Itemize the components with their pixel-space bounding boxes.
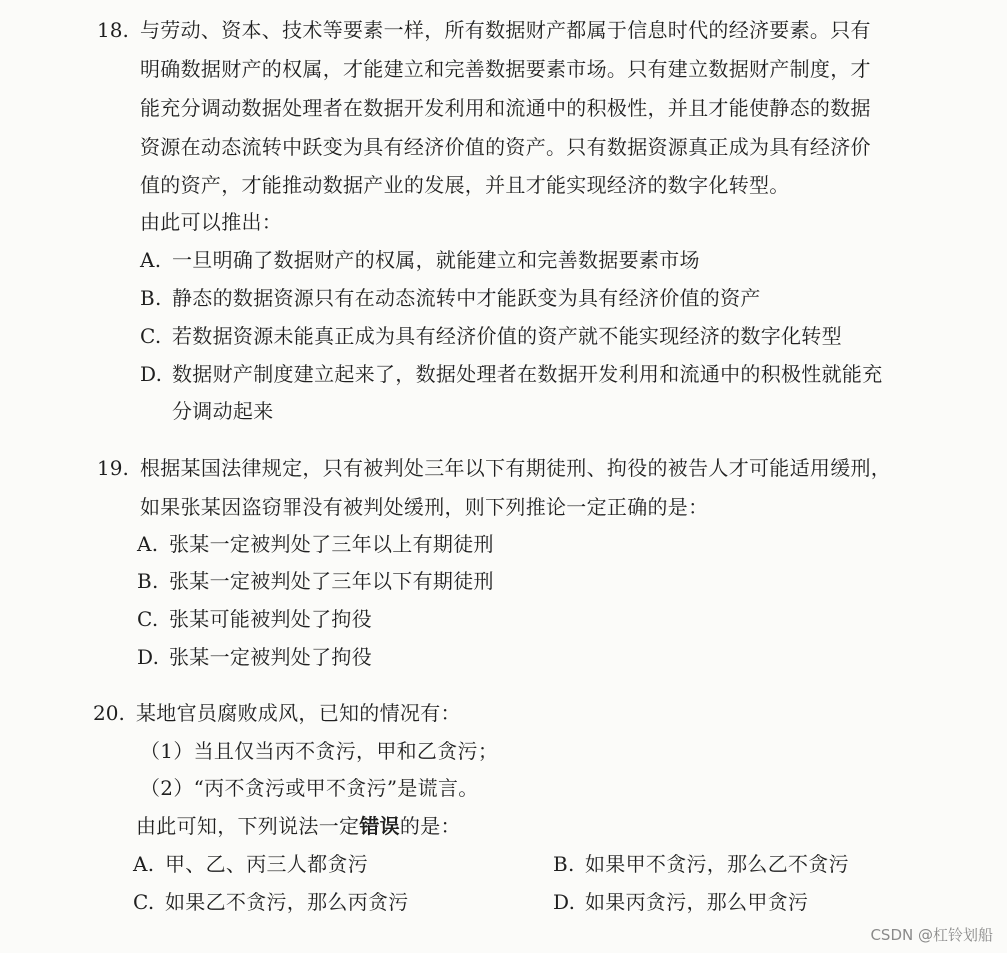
option-text: 张某一定被判处了三年以上有期徒刑 bbox=[169, 532, 494, 556]
option-text: 张某一定被判处了三年以下有期徒刑 bbox=[169, 569, 494, 593]
option-letter: C. bbox=[133, 890, 155, 914]
q20-option-d bbox=[553, 889, 808, 915]
option-letter: A. bbox=[133, 852, 155, 876]
option-letter: B. bbox=[137, 569, 159, 593]
option-letter: C. bbox=[140, 324, 162, 348]
q18-number: 18. bbox=[97, 18, 129, 42]
q19-option-a bbox=[137, 531, 494, 557]
option-text: 静态的数据资源只有在动态流转中才能跃变为具有经济价值的资产 bbox=[172, 286, 761, 310]
option-letter: D. bbox=[140, 362, 163, 386]
q20-prompt-emphasis: 错误 bbox=[359, 814, 400, 838]
q19-option-c bbox=[137, 606, 372, 632]
option-text: 张某一定被判处了拘役 bbox=[169, 645, 372, 669]
option-letter: C. bbox=[137, 607, 159, 631]
q18-option-a bbox=[140, 247, 700, 273]
option-letter: A. bbox=[137, 532, 159, 556]
option-letter: B. bbox=[553, 852, 575, 876]
q18-option-d bbox=[140, 361, 883, 387]
q18-option-b bbox=[140, 285, 761, 311]
q18-stem-line: 与劳动、资本、技术等要素一样，所有数据财产都属于信息时代的经济要素。只有 bbox=[140, 18, 871, 42]
option-text: 如果丙贪污，那么甲贪污 bbox=[585, 890, 809, 914]
q20-prompt-post: 的是： bbox=[399, 814, 461, 838]
q20-option-b bbox=[553, 851, 849, 877]
q19-stem-line: 如果张某因盗窃罪没有被判处缓刑，则下列推论一定正确的是： bbox=[140, 495, 709, 519]
option-letter: B. bbox=[140, 286, 162, 310]
option-text: 若数据资源未能真正成为具有经济价值的资产就不能实现经济的数字化转型 bbox=[172, 324, 842, 348]
q20-condition-1: （1）当且仅当丙不贪污，甲和乙贪污； bbox=[140, 739, 499, 763]
option-letter: D. bbox=[553, 890, 576, 914]
q20-condition-2: （2）“丙不贪污或甲不贪污”是谎言。 bbox=[140, 776, 479, 800]
option-text: 甲、乙、丙三人都贪污 bbox=[165, 852, 368, 876]
option-text: 一旦明确了数据财产的权属，就能建立和完善数据要素市场 bbox=[172, 248, 700, 272]
option-text: 张某可能被判处了拘役 bbox=[169, 607, 372, 631]
q20-number: 20. bbox=[93, 701, 125, 725]
q18-prompt: 由此可以推出： bbox=[140, 210, 283, 234]
option-letter: D. bbox=[137, 645, 160, 669]
q20-option-c bbox=[133, 889, 409, 915]
option-text: 如果甲不贪污，那么乙不贪污 bbox=[585, 852, 849, 876]
q18-stem-line: 能充分调动数据处理者在数据开发利用和流通中的积极性，并且才能使静态的数据 bbox=[140, 96, 871, 120]
q19-number: 19. bbox=[97, 456, 129, 480]
q18-option-d-continuation: 分调动起来 bbox=[172, 399, 274, 423]
option-letter: A. bbox=[140, 248, 162, 272]
q20-stem: 某地官员腐败成风，已知的情况有： bbox=[136, 701, 461, 725]
option-text: 数据财产制度建立起来了，数据处理者在数据开发利用和流通中的积极性就能充 bbox=[172, 362, 883, 386]
q19-option-d bbox=[137, 644, 372, 670]
q19-stem-line: 根据某国法律规定，只有被判处三年以下有期徒刑、拘役的被告人才可能适用缓刑， bbox=[140, 456, 892, 480]
q18-option-c bbox=[140, 323, 842, 349]
q18-stem-line: 资源在动态流转中跃变为具有经济价值的资产。只有数据资源真正成为具有经济价 bbox=[140, 135, 871, 159]
q20-prompt bbox=[136, 813, 461, 839]
option-text: 如果乙不贪污，那么丙贪污 bbox=[165, 890, 409, 914]
source-watermark: CSDN @杠铃划船 bbox=[870, 926, 993, 944]
q18-stem-line: 值的资产，才能推动数据产业的发展，并且才能实现经济的数字化转型。 bbox=[140, 173, 790, 197]
q18-stem-line: 明确数据财产的权属，才能建立和完善数据要素市场。只有建立数据财产制度，才 bbox=[140, 57, 871, 81]
q20-option-a bbox=[133, 851, 368, 877]
q20-prompt-pre: 由此可知，下列说法一定 bbox=[136, 814, 360, 838]
q19-option-b bbox=[137, 568, 494, 594]
